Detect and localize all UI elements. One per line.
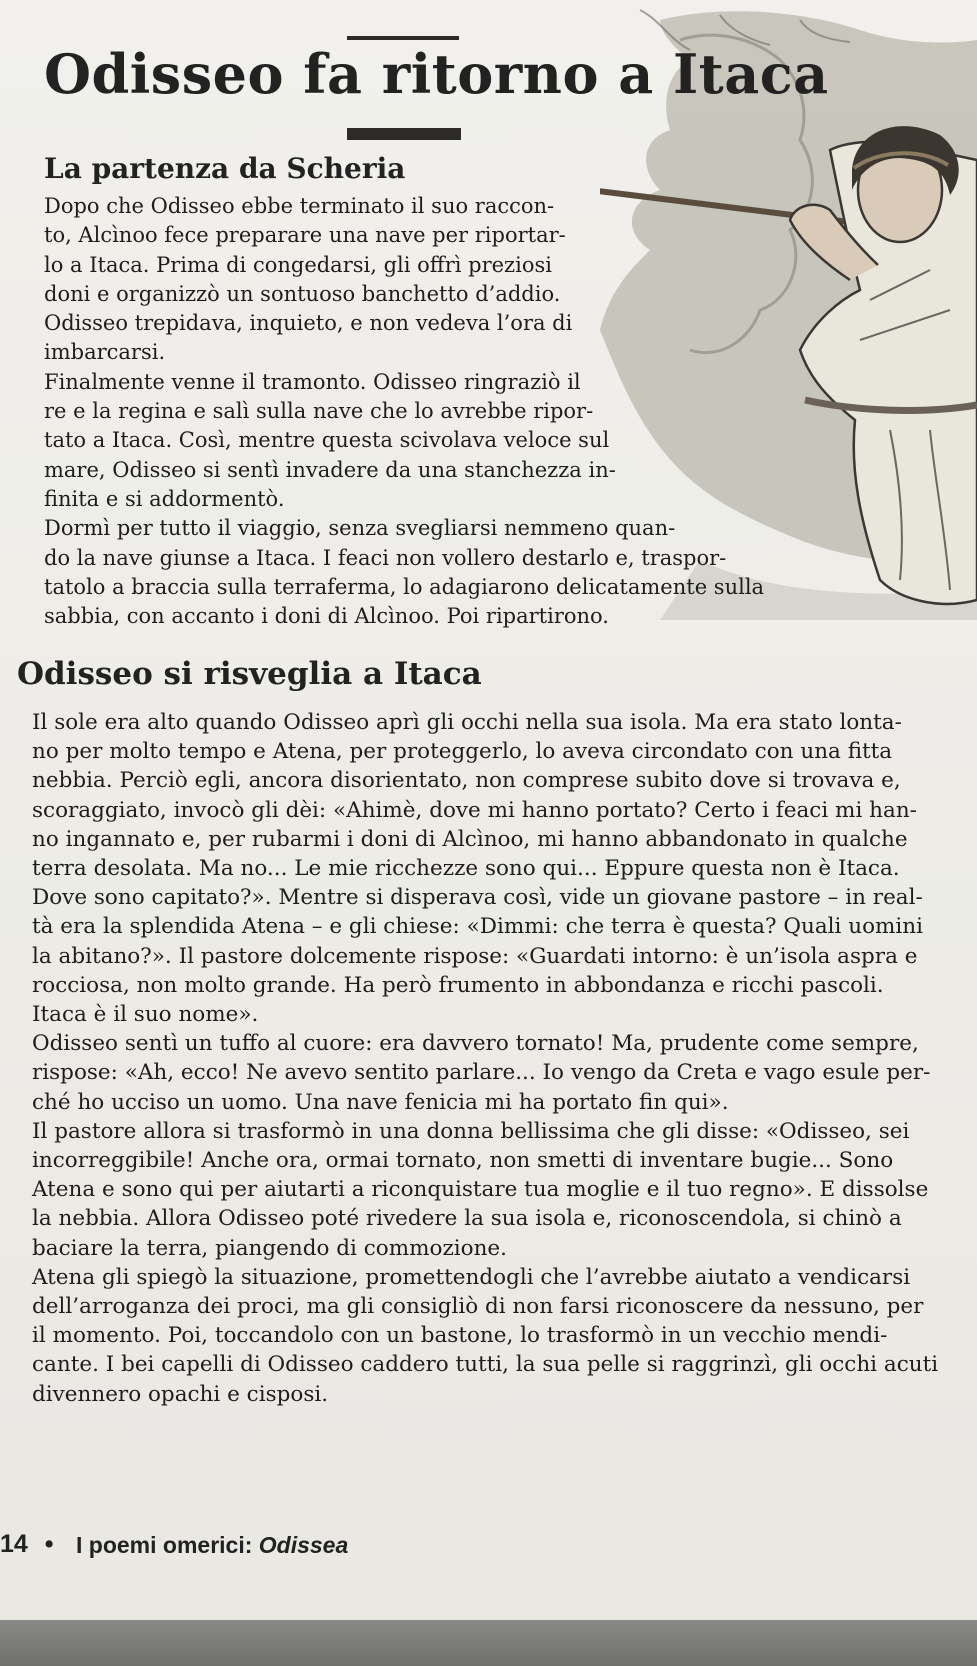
page-number-value: 14 xyxy=(0,1530,28,1558)
text-line: Atena gli spiegò la situazione, promettendogli che l’avrebbe aiutato a vendicarsi xyxy=(32,1264,911,1290)
text-line: Atena e sono qui per aiutarti a riconquistare tua moglie e il tuo regno». E dissolse xyxy=(32,1177,929,1203)
text-line: dell’arroganza dei proci, ma gli consigliò di non farsi riconoscere da nessuno, per xyxy=(32,1294,924,1320)
text-line: Dormì per tutto il viaggio, senza svegliarsi nemmeno quan- xyxy=(44,516,676,541)
text-line: sabbia, con accanto i doni di Alcìnoo. Poi ripartirono. xyxy=(44,604,609,629)
text-line: tatolo a braccia sulla terraferma, lo adagiarono delicatamente sulla xyxy=(44,574,765,599)
section-body-risveglia xyxy=(32,708,938,1409)
text-line: la abitano?». Il pastore dolcemente rispose: «Guardati intorno: è un’isola aspra e xyxy=(32,943,918,969)
text-line: baciare la terra, piangendo di commozione. xyxy=(32,1235,507,1261)
book-title-italic: Odissea xyxy=(258,1532,349,1558)
text-line: Odisseo sentì un tuffo al cuore: era davvero tornato! Ma, prudente come sempre, xyxy=(32,1031,919,1057)
section-heading-partenza: La partenza da Scheria xyxy=(44,152,406,185)
text-line: finita e si addormentò. xyxy=(44,486,285,511)
text-line: incorreggibile! Anche ora, ormai tornato, non smetti di inventare bugie... Sono xyxy=(32,1148,894,1174)
book-title: I poemi omerici: xyxy=(76,1532,259,1558)
section-body-partenza xyxy=(44,192,764,631)
running-footer-title xyxy=(76,1532,348,1559)
footer-separator: • xyxy=(44,1530,54,1558)
text-line: nebbia. Perciò egli, ancora disorientato, non comprese subito dove si trovava e, xyxy=(32,768,901,794)
text-line: no ingannato e, per rubarmi i doni di Alcìnoo, mi hanno abbandonato in qualche xyxy=(32,826,908,852)
text-line: imbarcarsi. xyxy=(44,340,166,365)
title-rule-bottom xyxy=(347,128,461,140)
section-heading-risveglia: Odisseo si risveglia a Itaca xyxy=(17,656,482,692)
text-line: Odisseo trepidava, inquieto, e non vedeva l’ora di xyxy=(44,311,573,336)
text-line: cante. I bei capelli di Odisseo caddero tutti, la sua pelle si raggrinzì, gli occhi acuti xyxy=(32,1352,939,1378)
text-line: Finalmente venne il tramonto. Odisseo ringraziò il xyxy=(44,369,581,394)
text-line: scoraggiato, invocò gli dèi: «Ahimè, dove mi hanno portato? Certo i feaci mi han- xyxy=(32,797,917,823)
text-line: Dove sono capitato?». Mentre si disperava così, vide un giovane pastore – in real- xyxy=(32,885,923,911)
text-line: il momento. Poi, toccandolo con un bastone, lo trasformò in un vecchio mendi- xyxy=(32,1323,888,1349)
text-line: divennero opachi e cisposi. xyxy=(32,1381,329,1407)
text-line: Dopo che Odisseo ebbe terminato il suo raccon- xyxy=(44,194,555,218)
text-line: tato a Itaca. Così, mentre questa scivolava veloce sul xyxy=(44,428,610,453)
text-line: la nebbia. Allora Odisseo poté rivedere la sua isola e, riconoscendola, si chinò a xyxy=(32,1206,902,1232)
text-line: Il pastore allora si trasformò in una donna bellissima che gli disse: «Odisseo, sei xyxy=(32,1118,910,1144)
text-line: doni e organizzò un sontuoso banchetto d’addio. xyxy=(44,281,561,306)
title-rule-top xyxy=(347,36,459,40)
page-bottom-edge xyxy=(0,1620,977,1666)
page-number xyxy=(0,1530,54,1559)
text-line: rispose: «Ah, ecco! Ne avevo sentito parlare... Io vengo da Creta e vago esule per- xyxy=(32,1060,931,1086)
text-line: tà era la splendida Atena – e gli chiese: «Dimmi: che terra è questa? Quali uomini xyxy=(32,914,924,940)
text-line: Itaca è il suo nome». xyxy=(32,1002,259,1028)
text-line: re e la regina e salì sulla nave che lo avrebbe ripor- xyxy=(44,399,594,424)
text-line: ché ho ucciso un uomo. Una nave fenicia mi ha portato fin qui». xyxy=(32,1089,729,1115)
text-line: rocciosa, non molto grande. Ha però frumento in abbondanza e ricchi pascoli. xyxy=(32,972,884,998)
text-line: terra desolata. Ma no... Le mie ricchezze sono qui... Eppure questa non è Itaca. xyxy=(32,856,900,882)
text-line: do la nave giunse a Itaca. I feaci non vollero destarlo e, traspor- xyxy=(44,545,727,570)
text-line: mare, Odisseo si sentì invadere da una stanchezza in- xyxy=(44,457,616,482)
text-line: no per molto tempo e Atena, per proteggerlo, lo aveva circondato con una fitta xyxy=(32,739,893,765)
text-line: Il sole era alto quando Odisseo aprì gli occhi nella sua isola. Ma era stato lonta- xyxy=(32,710,902,735)
text-line: lo a Itaca. Prima di congedarsi, gli offrì preziosi xyxy=(44,252,552,277)
page-title: Odisseo fa ritorno a Itaca xyxy=(44,42,829,106)
text-line: to, Alcìnoo fece preparare una nave per riportar- xyxy=(44,223,566,248)
